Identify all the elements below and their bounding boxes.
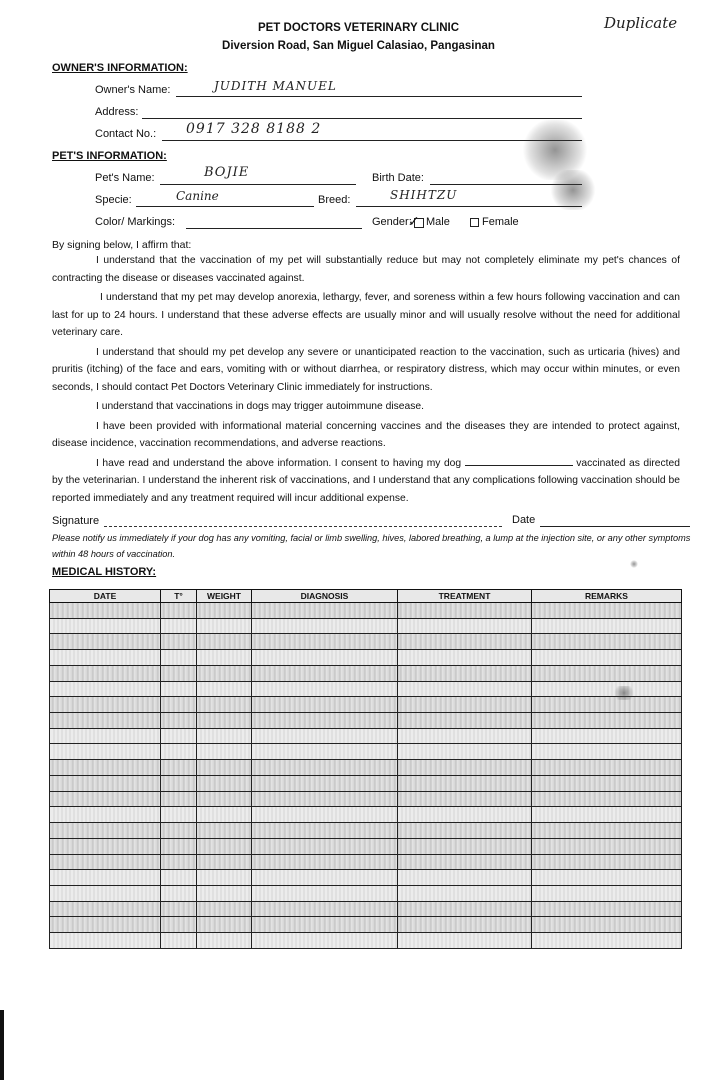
history-row <box>50 933 682 949</box>
specie-label: Specie: <box>95 194 132 206</box>
history-cell[interactable] <box>197 791 252 807</box>
history-cell[interactable] <box>398 933 532 949</box>
history-cell[interactable] <box>50 791 161 807</box>
history-cell[interactable] <box>252 838 398 854</box>
history-cell[interactable] <box>252 760 398 776</box>
history-cell[interactable] <box>398 618 532 634</box>
history-row <box>50 760 682 776</box>
clinic-name: PET DOCTORS VETERINARY CLINIC <box>257 22 460 34</box>
history-row <box>50 681 682 697</box>
history-cell[interactable] <box>532 634 682 650</box>
history-cell[interactable] <box>398 697 532 713</box>
history-cell[interactable] <box>161 728 197 744</box>
color-label: Color/ Markings: <box>95 216 176 228</box>
history-cell[interactable] <box>50 760 161 776</box>
history-cell[interactable] <box>398 791 532 807</box>
history-cell[interactable] <box>50 870 161 886</box>
history-cell[interactable] <box>161 791 197 807</box>
history-cell[interactable] <box>398 681 532 697</box>
history-cell[interactable] <box>252 807 398 823</box>
history-cell[interactable] <box>197 917 252 933</box>
history-row <box>50 603 682 619</box>
history-cell[interactable] <box>161 901 197 917</box>
history-cell[interactable] <box>252 901 398 917</box>
history-cell[interactable] <box>161 603 197 619</box>
history-cell[interactable] <box>197 885 252 901</box>
history-cell[interactable] <box>161 838 197 854</box>
history-cell[interactable] <box>50 823 161 839</box>
history-cell[interactable] <box>50 901 161 917</box>
history-cell[interactable] <box>161 618 197 634</box>
history-cell[interactable] <box>532 603 682 619</box>
history-cell[interactable] <box>50 665 161 681</box>
consent-p2: I understand that my pet may develop anorexia, lethargy, fever, and soreness within a few hours following vaccination and can last for up to 24 hours. I understand that these adverse effects are usually minor and will usually resolve without the need for additional veterinary care. <box>52 292 680 338</box>
history-cell[interactable] <box>532 917 682 933</box>
col-weight-header: WEIGHT <box>197 590 252 603</box>
history-cell[interactable] <box>252 775 398 791</box>
history-cell[interactable] <box>532 618 682 634</box>
pet-section-title: PET'S INFORMATION: <box>52 150 167 162</box>
history-cell[interactable] <box>398 901 532 917</box>
history-cell[interactable] <box>252 634 398 650</box>
history-cell[interactable] <box>161 917 197 933</box>
col-date-header: DATE <box>50 590 161 603</box>
history-header-row <box>50 590 682 603</box>
gender-female-checkbox[interactable] <box>470 218 479 227</box>
gender-female-label: Female <box>482 216 519 228</box>
history-row <box>50 665 682 681</box>
signature-label: Signature <box>52 515 100 527</box>
history-cell[interactable] <box>197 744 252 760</box>
scan-noise <box>612 686 636 700</box>
notify-notice: Please notify us immediately if your dog has any vomiting, facial or limb swelling, hives, labored breathing, a lump at the injection site, or any other symptoms within 48 hours of vaccination. <box>52 533 691 559</box>
history-cell[interactable] <box>252 713 398 729</box>
history-cell[interactable] <box>252 791 398 807</box>
history-cell[interactable] <box>161 713 197 729</box>
history-cell[interactable] <box>252 933 398 949</box>
history-cell[interactable] <box>398 838 532 854</box>
history-cell[interactable] <box>161 870 197 886</box>
consent-p5: I have been provided with informational material concerning vaccines and the diseases they are intended to protect against, disease incidence, vaccination recommendations, and adverse reactions. <box>52 420 680 449</box>
history-cell[interactable] <box>161 775 197 791</box>
history-cell[interactable] <box>50 838 161 854</box>
history-cell[interactable] <box>161 823 197 839</box>
history-cell[interactable] <box>252 744 398 760</box>
consent-intro: By signing below, I affirm that: <box>52 239 192 251</box>
medical-history-table <box>49 589 682 949</box>
history-row <box>50 744 682 760</box>
history-row <box>50 634 682 650</box>
history-row <box>50 838 682 854</box>
history-row <box>50 901 682 917</box>
history-cell[interactable] <box>252 728 398 744</box>
history-cell[interactable] <box>161 933 197 949</box>
history-cell[interactable] <box>398 634 532 650</box>
history-cell[interactable] <box>161 697 197 713</box>
contact-value[interactable]: 0917 328 8188 2 <box>186 121 322 137</box>
birth-date-label: Birth Date: <box>372 172 424 184</box>
history-cell[interactable] <box>197 697 252 713</box>
history-cell[interactable] <box>532 791 682 807</box>
history-cell[interactable] <box>161 650 197 666</box>
history-cell[interactable] <box>252 854 398 870</box>
history-cell[interactable] <box>398 885 532 901</box>
history-cell[interactable] <box>252 917 398 933</box>
history-row <box>50 650 682 666</box>
history-cell[interactable] <box>398 775 532 791</box>
history-cell[interactable] <box>398 744 532 760</box>
owner-name-value[interactable]: JUDITH MANUEL <box>214 79 337 93</box>
history-cell[interactable] <box>532 807 682 823</box>
address-line <box>142 118 582 119</box>
address-label: Address: <box>95 106 139 118</box>
history-cell[interactable] <box>398 713 532 729</box>
history-cell[interactable] <box>532 760 682 776</box>
history-cell[interactable] <box>50 618 161 634</box>
history-cell[interactable] <box>532 697 682 713</box>
history-row <box>50 917 682 933</box>
history-cell[interactable] <box>50 728 161 744</box>
history-cell[interactable] <box>398 807 532 823</box>
signature-line[interactable] <box>104 526 502 527</box>
history-cell[interactable] <box>398 823 532 839</box>
col-remarks-header: REMARKS <box>532 590 682 603</box>
history-cell[interactable] <box>197 838 252 854</box>
history-cell[interactable] <box>50 681 161 697</box>
specie-line <box>136 206 314 207</box>
history-cell[interactable] <box>532 744 682 760</box>
history-cell[interactable] <box>161 854 197 870</box>
history-row <box>50 775 682 791</box>
history-cell[interactable] <box>398 760 532 776</box>
history-cell[interactable] <box>398 728 532 744</box>
pet-name-label: Pet's Name: <box>95 172 155 184</box>
history-cell[interactable] <box>50 933 161 949</box>
history-row <box>50 697 682 713</box>
dog-vaccine-blank[interactable] <box>465 455 573 466</box>
contact-label: Contact No.: <box>95 128 157 140</box>
history-row <box>50 728 682 744</box>
history-cell[interactable] <box>197 854 252 870</box>
history-cell[interactable] <box>398 603 532 619</box>
history-cell[interactable] <box>197 713 252 729</box>
duplicate-note: Duplicate <box>604 14 678 32</box>
specie-value[interactable]: Canine <box>176 189 219 203</box>
history-cell[interactable] <box>197 807 252 823</box>
history-row <box>50 823 682 839</box>
history-cell[interactable] <box>50 775 161 791</box>
history-cell[interactable] <box>161 681 197 697</box>
history-cell[interactable] <box>532 681 682 697</box>
contact-line <box>162 140 582 141</box>
clinic-address: Diversion Road, San Miguel Calasiao, Pangasinan <box>222 40 495 52</box>
history-row <box>50 791 682 807</box>
history-cell[interactable] <box>197 775 252 791</box>
history-cell[interactable] <box>532 713 682 729</box>
history-cell[interactable] <box>50 603 161 619</box>
history-cell[interactable] <box>398 650 532 666</box>
color-line <box>186 228 362 229</box>
history-cell[interactable] <box>197 870 252 886</box>
pet-name-value[interactable]: BOJIE <box>204 165 250 180</box>
history-cell[interactable] <box>532 901 682 917</box>
history-row <box>50 870 682 886</box>
history-cell[interactable] <box>197 681 252 697</box>
history-cell[interactable] <box>197 760 252 776</box>
pet-name-line <box>160 184 356 185</box>
consent-p6-c: as directed by the veterinarian. I understand the inherent risk of vaccinations, and I understand that any complications following vaccination should be reported immediately and any treatment required will incur additional expense. <box>52 457 680 504</box>
history-cell[interactable] <box>50 854 161 870</box>
gender-male-check-mark: ✓ <box>408 214 420 230</box>
history-cell[interactable] <box>532 933 682 949</box>
scan-edge-mark <box>0 1010 4 1080</box>
history-cell[interactable] <box>161 885 197 901</box>
col-temp-header: T° <box>161 590 197 603</box>
history-cell[interactable] <box>252 665 398 681</box>
history-cell[interactable] <box>161 760 197 776</box>
history-cell[interactable] <box>398 870 532 886</box>
history-cell[interactable] <box>197 650 252 666</box>
history-cell[interactable] <box>532 870 682 886</box>
history-cell[interactable] <box>252 870 398 886</box>
history-cell[interactable] <box>532 885 682 901</box>
history-cell[interactable] <box>252 885 398 901</box>
history-cell[interactable] <box>50 713 161 729</box>
scan-noise <box>630 560 638 568</box>
history-cell[interactable] <box>197 618 252 634</box>
history-cell[interactable] <box>197 634 252 650</box>
history-cell[interactable] <box>398 665 532 681</box>
gender-label: Gender: <box>372 216 412 228</box>
scan-noise <box>548 170 598 210</box>
history-cell[interactable] <box>197 728 252 744</box>
history-row <box>50 713 682 729</box>
owner-section-title: OWNER'S INFORMATION: <box>52 62 188 74</box>
date-label: Date <box>512 514 536 526</box>
history-cell[interactable] <box>50 634 161 650</box>
history-cell[interactable] <box>532 665 682 681</box>
history-row <box>50 618 682 634</box>
history-cell[interactable] <box>532 728 682 744</box>
date-line[interactable] <box>540 526 690 527</box>
history-section-title: MEDICAL HISTORY: <box>52 566 157 578</box>
history-cell[interactable] <box>252 823 398 839</box>
history-cell[interactable] <box>532 775 682 791</box>
history-cell[interactable] <box>252 618 398 634</box>
consent-p4: I understand that vaccinations in dogs may trigger autoimmune disease. <box>96 401 424 412</box>
history-cell[interactable] <box>50 885 161 901</box>
consent-p3: I understand that should my pet develop any severe or unanticipated reaction to the vaccination, such as urticaria (hives) and pruritis (itching) of the face and ears, vomiting with or without diarrhea, or respiratory distress, which may occur within minutes, or even seconds, I should contact Pet Doctors Veterinary Clinic immediately for instructions. <box>52 346 680 393</box>
breed-value[interactable]: SHIHTZU <box>390 188 458 202</box>
history-cell[interactable] <box>532 823 682 839</box>
history-row <box>50 854 682 870</box>
history-cell[interactable] <box>161 634 197 650</box>
history-cell[interactable] <box>50 917 161 933</box>
consent-p6-a: I have read and understand the above information. I consent to having my dog <box>96 457 462 469</box>
history-cell[interactable] <box>50 744 161 760</box>
history-cell[interactable] <box>252 603 398 619</box>
history-cell[interactable] <box>50 697 161 713</box>
owner-name-line <box>176 96 582 97</box>
history-cell[interactable] <box>398 917 532 933</box>
history-cell[interactable] <box>161 807 197 823</box>
consent-p6-b: vaccinated <box>576 457 626 469</box>
history-cell[interactable] <box>161 744 197 760</box>
history-row <box>50 885 682 901</box>
consent-p6 <box>52 455 680 508</box>
col-diagnosis-header: DIAGNOSIS <box>252 590 398 603</box>
history-cell[interactable] <box>197 823 252 839</box>
consent-paragraphs <box>52 252 680 507</box>
consent-p1: I understand that the vaccination of my pet will substantially reduce but may not completely eliminate my pet's chances of contracting the disease or diseases vaccinated against. <box>52 255 680 284</box>
history-cell[interactable] <box>50 650 161 666</box>
history-cell[interactable] <box>252 681 398 697</box>
gender-male-label: Male <box>426 216 450 228</box>
history-cell[interactable] <box>252 697 398 713</box>
history-cell[interactable] <box>398 854 532 870</box>
history-cell[interactable] <box>532 838 682 854</box>
history-cell[interactable] <box>197 933 252 949</box>
history-cell[interactable] <box>252 650 398 666</box>
history-cell[interactable] <box>197 665 252 681</box>
history-cell[interactable] <box>197 603 252 619</box>
history-cell[interactable] <box>161 665 197 681</box>
col-treatment-header: TREATMENT <box>398 590 532 603</box>
history-row <box>50 807 682 823</box>
history-cell[interactable] <box>532 854 682 870</box>
owner-name-label: Owner's Name: <box>95 84 171 96</box>
history-cell[interactable] <box>50 807 161 823</box>
history-cell[interactable] <box>532 650 682 666</box>
breed-label: Breed: <box>318 194 351 206</box>
history-cell[interactable] <box>197 901 252 917</box>
